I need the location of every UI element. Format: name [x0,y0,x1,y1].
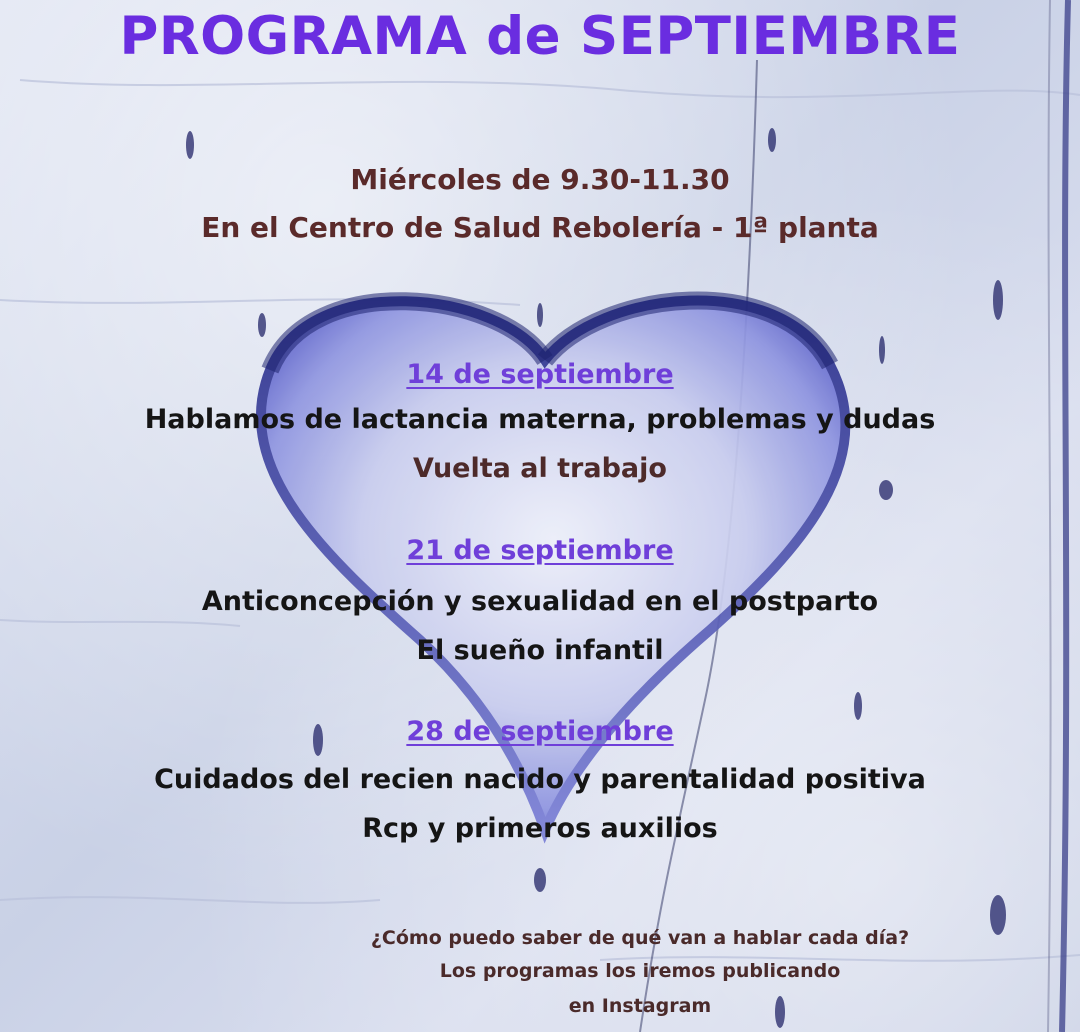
session-subtopic-1: Vuelta al trabajo [413,453,667,484]
schedule-time: Miércoles de 9.30-11.30 [350,163,730,196]
session-topic-3: Cuidados del recien nacido y parentalidad positiva [154,764,926,795]
footer-line-1: Los programas los iremos publicando [439,960,841,982]
session-date-3: 28 de septiembre [406,716,674,747]
session-topic-2: Anticoncepción y sexualidad en el postparto [201,586,879,617]
session-subtopic-2: El sueño infantil [416,635,664,666]
footer-line-2: en Instagram [568,995,712,1017]
session-topic-1: Hablamos de lactancia materna, problemas y dudas [144,404,936,435]
schedule-location: En el Centro de Salud Rebolería - 1ª planta [201,211,879,244]
session-date-2: 21 de septiembre [406,535,674,566]
footer-question: ¿Cómo puedo saber de qué van a hablar cada día? [370,927,910,949]
session-subtopic-3: Rcp y primeros auxilios [362,813,718,844]
session-date-1: 14 de septiembre [406,359,674,390]
page-title: PROGRAMA de SEPTIEMBRE [119,6,961,67]
